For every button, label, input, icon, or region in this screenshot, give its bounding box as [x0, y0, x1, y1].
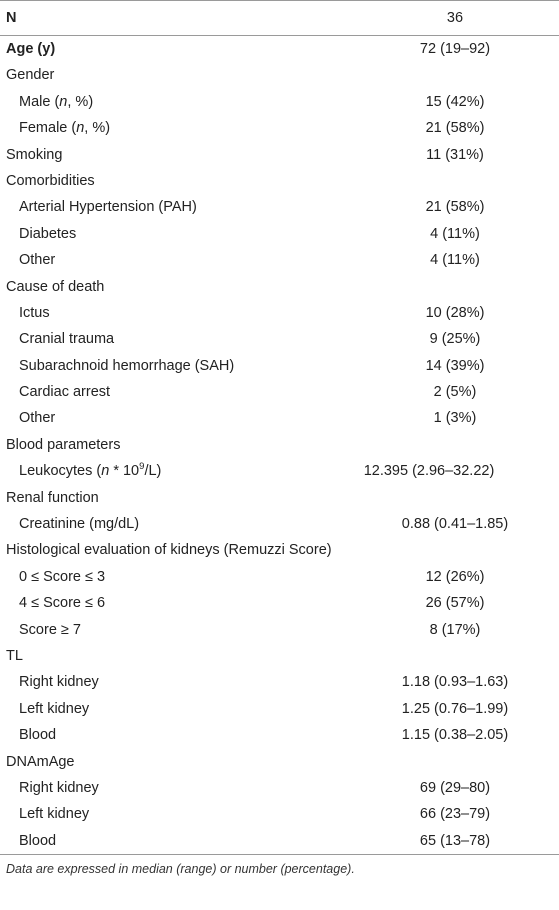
- row-label: Renal function: [6, 489, 99, 506]
- row-label: Score ≥ 7: [19, 621, 81, 638]
- row-value: 72 (19–92): [419, 41, 491, 57]
- row-label: Histological evaluation of kidneys (Remuzzi Score): [6, 542, 332, 559]
- table-row: [0, 379, 559, 405]
- row-value: 69 (29–80): [419, 779, 491, 796]
- row-label: Blood: [19, 832, 57, 849]
- table-row: [0, 801, 559, 827]
- bottom-rule: [0, 854, 559, 855]
- table-row: [0, 36, 559, 62]
- table-row: [0, 353, 559, 379]
- table-row: [0, 89, 559, 115]
- row-value: 11 (31%): [426, 146, 484, 163]
- row-label: Gender: [6, 67, 55, 84]
- row-value: 1.25 (0.76–1.99): [401, 700, 509, 717]
- row-label: Leukocytes $(n * 10^9/L)$: [19, 461, 162, 480]
- table-row: [0, 511, 559, 537]
- row-label: Age (y): [6, 41, 56, 57]
- row-label: Female (n, %): [19, 120, 111, 137]
- table-row: [0, 643, 559, 669]
- row-value: 0.88 (0.41–1.85): [401, 516, 509, 533]
- table-row: [0, 537, 559, 563]
- row-label: Other: [19, 410, 56, 427]
- row-value: 1.15 (0.38–2.05): [401, 727, 509, 744]
- row-label: TL: [6, 647, 23, 664]
- row-value: 15 (42%): [425, 93, 485, 110]
- row-label: 0 ≤ Score ≤ 3: [19, 568, 106, 585]
- table-row: [0, 485, 559, 511]
- row-label: Right kidney: [19, 779, 99, 796]
- row-value: 10 (28%): [425, 304, 485, 321]
- row-label: Cause of death: [6, 278, 105, 295]
- row-label: Arterial Hypertension (PAH): [19, 199, 197, 216]
- row-label: Diabetes: [19, 225, 77, 242]
- row-label: Right kidney: [19, 674, 99, 691]
- header-label: N: [6, 10, 17, 26]
- table-row: [0, 749, 559, 775]
- row-label: Ictus: [19, 304, 50, 321]
- row-value: 9 (25%): [429, 331, 481, 348]
- table-row: [0, 221, 559, 247]
- row-label: Left kidney: [19, 700, 90, 717]
- row-label: Creatinine (mg/dL): [19, 516, 140, 533]
- row-label: Other: [19, 252, 56, 269]
- table-row: [0, 696, 559, 722]
- row-label: Smoking: [6, 146, 63, 163]
- table-row: [0, 564, 559, 590]
- table-row: [0, 405, 559, 431]
- table-row: [0, 62, 559, 88]
- row-value: 1 (3%): [433, 410, 477, 427]
- table-footnote: Data are expressed in median (range) or number (percentage).: [6, 862, 355, 876]
- row-label: Left kidney: [19, 806, 90, 823]
- table-row: [0, 669, 559, 695]
- row-label: Male (n, %): [19, 93, 94, 110]
- row-value: 12 (26%): [425, 568, 485, 585]
- table-row: [0, 142, 559, 168]
- table-header-row: [0, 1, 559, 35]
- row-value: 8 (17%): [429, 621, 481, 638]
- row-value: 4 (11%): [430, 225, 480, 242]
- table-row: [0, 300, 559, 326]
- row-label: Blood parameters: [6, 436, 121, 453]
- row-label: Subarachnoid hemorrhage (SAH): [19, 357, 235, 374]
- table-row: [0, 458, 559, 484]
- row-value: 65 (13–78): [419, 832, 491, 849]
- row-value: 12.395 (2.96–32.22): [363, 463, 495, 480]
- row-label: DNAmAge: [6, 753, 75, 770]
- row-value: 1.18 (0.93–1.63): [401, 674, 509, 691]
- row-label: Comorbidities: [6, 172, 95, 189]
- table-row: [0, 326, 559, 352]
- header-value: 36: [446, 10, 464, 26]
- table-row: [0, 168, 559, 194]
- table-row: [0, 828, 559, 854]
- row-value: 14 (39%): [425, 357, 485, 374]
- row-value: 66 (23–79): [419, 806, 491, 823]
- table-row: [0, 722, 559, 748]
- row-value: 4 (11%): [430, 252, 480, 269]
- row-value: 26 (57%): [425, 595, 485, 612]
- row-value: 21 (58%): [425, 120, 485, 137]
- row-value: 21 (58%): [425, 199, 485, 216]
- table-row: [0, 247, 559, 273]
- row-label: 4 ≤ Score ≤ 6: [19, 595, 106, 612]
- table-row: [0, 432, 559, 458]
- table-row: [0, 194, 559, 220]
- table-body: [0, 36, 559, 854]
- table-row: [0, 115, 559, 141]
- row-label: Cardiac arrest: [19, 384, 111, 401]
- table-row: [0, 617, 559, 643]
- table-row: [0, 775, 559, 801]
- row-label: Cranial trauma: [19, 331, 115, 348]
- row-label: Blood: [19, 727, 57, 744]
- row-value: 2 (5%): [433, 384, 477, 401]
- table-row: [0, 590, 559, 616]
- table-row: [0, 274, 559, 300]
